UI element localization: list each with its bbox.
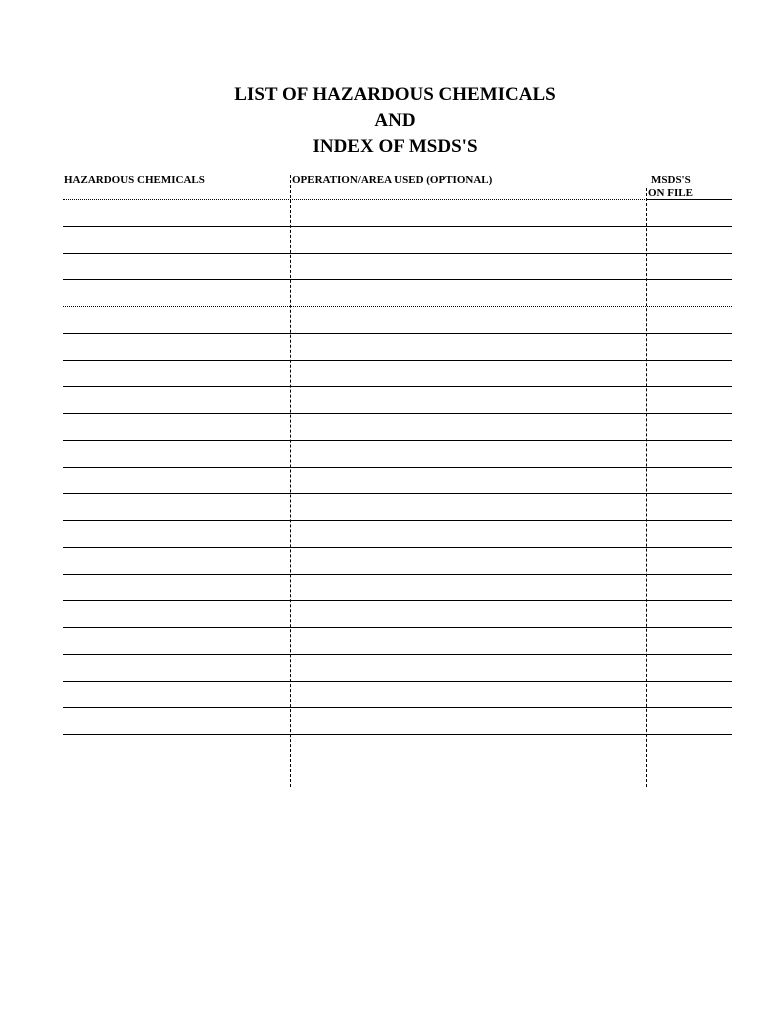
entry-row-line (63, 520, 732, 521)
entry-row-line (63, 600, 732, 601)
msds-header-underline (647, 199, 732, 200)
entry-row-line (63, 574, 732, 575)
entry-row-line (63, 279, 732, 280)
entry-row-line (63, 360, 732, 361)
entry-row-line (63, 413, 732, 414)
column-separator-operation (290, 175, 291, 787)
column-header-on-file: ON FILE (648, 187, 693, 199)
entry-row-line (63, 654, 732, 655)
entry-row-line (63, 386, 732, 387)
entry-row-line (63, 199, 647, 200)
column-header-hazardous-chemicals: HAZARDOUS CHEMICALS (64, 174, 205, 186)
entry-row-line (63, 627, 732, 628)
title-line-3: INDEX OF MSDS'S (312, 136, 478, 157)
entry-row-line (63, 734, 732, 735)
entry-row-line (63, 226, 732, 227)
column-separator-msds (646, 188, 647, 787)
column-header-msds: MSDS'S (651, 174, 691, 186)
entry-row-line (63, 467, 732, 468)
entry-row-line (63, 306, 732, 307)
column-header-operation-area: OPERATION/AREA USED (OPTIONAL) (292, 174, 493, 186)
form-title (0, 82, 770, 160)
title-line-1: LIST OF HAZARDOUS CHEMICALS (234, 84, 556, 105)
entry-row-line (63, 440, 732, 441)
entry-row-line (63, 681, 732, 682)
entry-row-line (63, 333, 732, 334)
entry-row-line (63, 707, 732, 708)
entry-row-line (63, 547, 732, 548)
entry-row-line (63, 253, 732, 254)
title-line-2: AND (374, 110, 416, 131)
entry-row-line (63, 493, 732, 494)
